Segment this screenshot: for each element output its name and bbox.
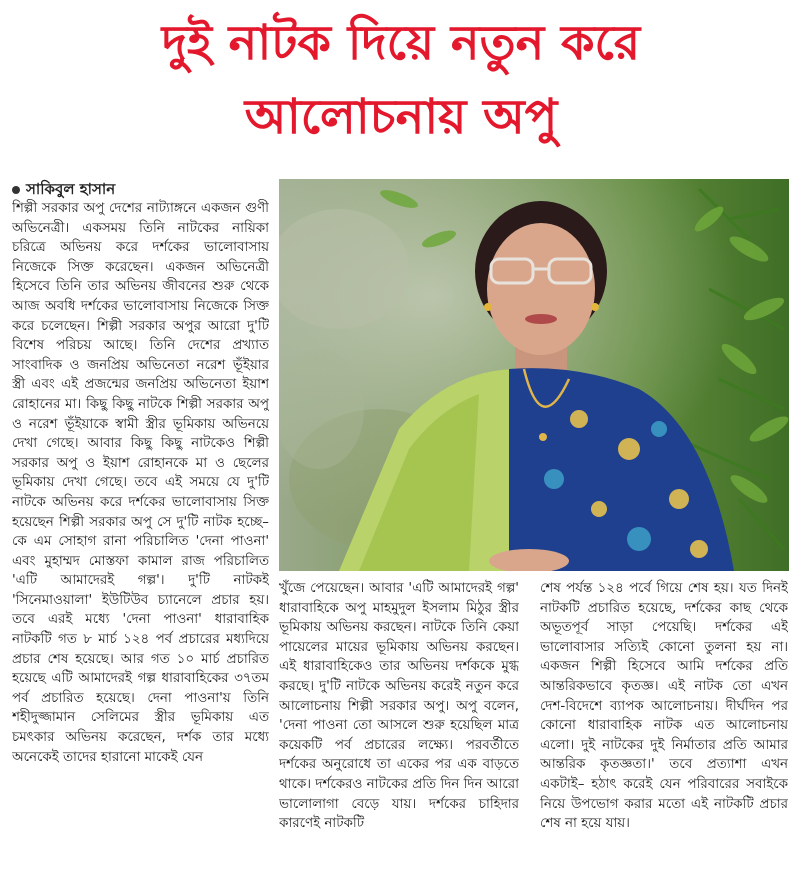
article-column-1: শিল্পী সরকার অপু দেশের নাট্যাঙ্গনে একজন গুণী অভিনেত্রী। একসময় তিনি নাটকের নায়িকা চরিত্রে অভিনয় করে দর্শকের ভালোবাসায় নিজেকে সিক্ত করেছেন। একজন অভিনেত্রী হিসেবে তিনি তার অভিনয় জীবনের শুরু থেকে আজ অবধি দর্শকের ভালোবাসায় নিজেকে সিক্ত করে চলেছেন। শিল্পী সরকার অপুর আরো দু'টি বিশেষ পরিচয় আছে। তিনি দেশের প্রখ্যাত সাংবাদিক ও জনপ্রিয় অভিনেতা নরেশ ভূঁইয়ার স্ত্রী এবং এই প্রজন্মের জনপ্রিয় অভিনেতা ইয়াশ রোহানের মা। কিছু কিছু নাটকে শিল্পী সরকার অপু ও নরেশ ভূঁইয়াকে স্বামী স্ত্রীর ভূমিকায় অভিনয়ে দেখা গেছে। আবার কিছু কিছু নাটকেও শিল্পী সরকার অপু ও ইয়াশ রোহানকে মা ও ছেলের ভূমিকায় দেখা গেছে। তবে এই সময়ে যে দু'টি নাটকে অভিনয় করে দর্শকের ভালোবাসায় সিক্ত হয়েছেন শিল্পী সরকার অপু সে দু'টি নাটক হচ্ছে– কে এম সোহাগ রানা পরিচালিত 'দেনা পাওনা' এবং মুহাম্মদ মোস্তফা কামাল রাজ পরিচালিত 'এটি আমাদেরই গল্প'। দু'টি নাটকই 'সিনেমাওয়ালা' ইউটিউব চ্যানেলে প্রচার হয়। তবে এরই মধ্যে 'দেনা পাওনা' ধারাবাহিক নাটকটি গত ৮ মার্চ ১২৪ পর্ব প্রচারের মধ্যদিয়ে প্রচার শেষ হয়েছে। আর গত ১০ মার্চ প্রচারিত হয়েছে এটি আমাদেরই গল্প ধারাবাহিকের ৩৭তম পর্ব প্রচারিত হয়েছে। দেনা পাওনা'য় তিনি শহীদুজ্জামান সেলিমের স্ত্রীর ভূমিকায় এত চমৎকার অভিনয় করেছেন, দর্শক তার মধ্যে অনেকেই তাদের হারানো মাকেই যেন — [12, 201, 269, 765]
headline-line-2: আলোচনায় অপু — [244, 89, 558, 145]
article-column-3: শেষ পর্যন্ত ১২৪ পর্বে গিয়ে শেষ হয়। যত দিনই নাটকটি প্রচারিত হয়েছে, দর্শকের কাছ থেকে অভূতপূর্ব সাড়া পেয়েছি। দর্শকের এই ভালোবাসার সত্যিই কোনো তুলনা হয় না। একজন শিল্পী হিসেবে আমি দর্শকের প্রতি আন্তরিকভাবে কৃতজ্ঞ। এই নাটক তো এখন দেশ-বিদেশে ব্যাপক আলোচনায়। দীর্ঘদিন পর কোনো ধারাবাহিক নাটক এত আলোচনায় এলো। দুই নাটকের দুই নির্মাতার প্রতি আমার আন্তরিক কৃতজ্ঞতা।' তবে প্রত্যাশা এখন একটাই– হঠাৎ করেই যেন পরিবারের সবাইকে নিয়ে উপভোগ করার মতো এই নাটকটি প্রচার শেষ না হয়ে যায়। — [540, 581, 788, 832]
byline-author: সাকিবুল হাসান — [26, 180, 116, 198]
byline — [12, 180, 272, 198]
article-column-2: খুঁজে পেয়েছেন। আবার 'এটি আমাদেরই গল্প' ধারাবাহিকে অপু মাহমুদুল ইসলাম মিঠুর স্ত্রীর ভূমিকায় অভিনয় করছেন। নাটকে তিনি কেয়া পায়েলের মায়ের ভূমিকায় অভিনয় করছেন। এই ধারাবাহিকেও তার অভিনয় দর্শককে মুগ্ধ করছে। দু'টি নাটকে অভিনয় করেই নতুন করে আলোচনায় শিল্পী সরকার অপু। অপু বলেন, 'দেনা পাওনা তো আসলে শুরু হয়েছিল মাত্র কয়েকটি পর্ব প্রচারের লক্ষ্যে। পরবর্তীতে দর্শকের অনুরোধে তা একের পর এক বাড়তে থাকে। দর্শকেরও নাটকের প্রতি দিন দিন আরো ভালোলাগা বেড়ে যায়। দর্শকের চাহিদার কারণেই নাটকটি — [279, 581, 519, 832]
headline-line-1: দুই নাটক দিয়ে নতুন করে — [161, 15, 641, 71]
bullet-icon — [12, 186, 20, 194]
portrait-photo — [279, 179, 789, 571]
